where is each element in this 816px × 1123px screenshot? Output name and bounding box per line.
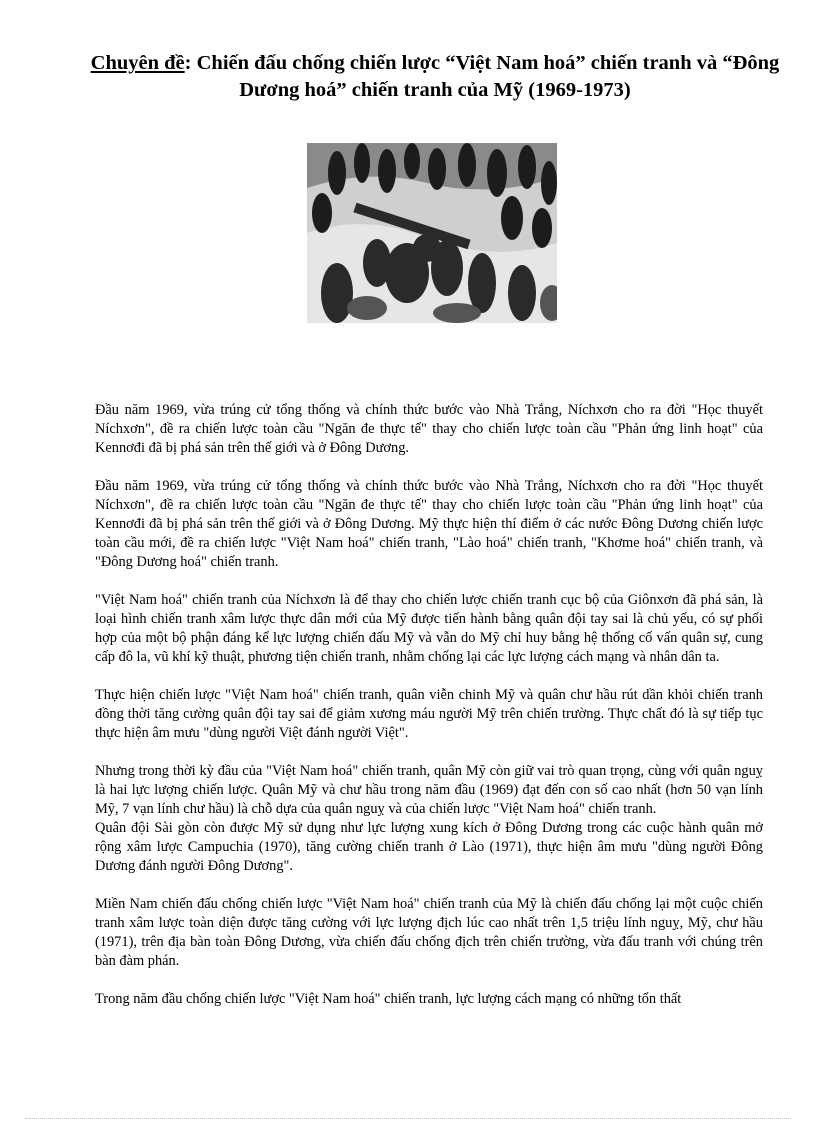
historical-photo xyxy=(307,143,557,323)
soldiers-photo-icon xyxy=(307,143,557,323)
paragraph: Miền Nam chiến đấu chống chiến lược "Việt Nam hoá" chiến tranh của Mỹ là chiến đấu chống lại một cuộc chiến tranh xâm lược toàn diện được tăng cường với lực lượng địch lúc cao nhất trên 1,5 triệu lính nguỵ, Mỹ, chư hầu (1971), trên địa bàn toàn Đông Dương, vừa chiến đấu chống địch trên chiến trường, vừa đấu tranh với chúng trên bàn đàm phán. xyxy=(95,896,763,969)
paragraph: Quân đội Sài gòn còn được Mỹ sử dụng như lực lượng xung kích ở Đông Dương trong các cuộc hành quân mở rộng xâm lược Campuchia (1970), tăng cường chiến tranh ở Lào (1971), thực hiện âm mưu "dùng người Đông Dương đánh người Đông Dương". xyxy=(95,820,763,874)
paragraph: "Việt Nam hoá" chiến tranh của Níchxơn là để thay cho chiến lược chiến tranh cục bộ của Giônxơn đã phá sản, là loại hình chiến tranh xâm lược thực dân mới của Mỹ được tiến hành bằng quân đội tay sai là chủ yếu, có sự phối hợp của một bộ phận đáng kể lực lượng chiến đấu Mỹ và vẫn do Mỹ chỉ huy bằng hệ thống cố vấn quân sự, cung cấp đô la, vũ khí kỹ thuật, phương tiện chiến tranh, nhằm chống lại các lực lượng cách mạng và nhân dân ta. xyxy=(95,592,763,665)
paragraph: Trong năm đầu chống chiến lược "Việt Nam hoá" chiến tranh, lực lượng cách mạng có những tổn thất xyxy=(95,991,682,1007)
paragraph: Thực hiện chiến lược "Việt Nam hoá" chiến tranh, quân viễn chinh Mỹ và quân chư hầu rút dần khỏi chiến tranh đồng thời tăng cường quân đội tay sai để giảm xương máu người Mỹ trên chiến trường. Thực chất đó là sự tiếp tục thực hiện âm mưu "dùng người Việt đánh người Việt". xyxy=(95,687,763,741)
document-body xyxy=(95,401,763,1028)
paragraph: Nhưng trong thời kỳ đầu của "Việt Nam hoá" chiến tranh, quân Mỹ còn giữ vai trò quan trọng, cùng với quân nguỵ là hai lực lượng chiến lược. Quân Mỹ và chư hầu trong năm đầu (1969) đạt đến con số cao nhất (hơn 50 vạn lính Mỹ, 7 vạn lính chư hầu) là chỗ dựa của quân nguỵ và của chiến lược "Việt Nam hoá" chiến tranh. xyxy=(95,763,763,817)
document-title xyxy=(60,50,810,104)
paragraph: Đầu năm 1969, vừa trúng cử tổng thống và chính thức bước vào Nhà Trắng, Níchxơn cho ra đời "Học thuyết Níchxơn", đề ra chiến lược toàn cầu "Ngăn đe thực tế" thay cho chiến lược toàn cầu "Phản ứng linh hoạt" của Kennơđi đã bị phá sản trên thế giới và ở Đông Dương. Mỹ thực hiện thí điểm ở các nước Đông Dương chiến lược toàn cầu mới, đề ra chiến lược "Việt Nam hoá" chiến tranh, "Lào hoá" chiến tranh, "Khơme hoá" chiến tranh, và "Đông Dương hoá" chiến tranh. xyxy=(95,478,763,570)
title-text: : Chiến đấu chống chiến lược “Việt Nam hoá” chiến tranh và “Đông Dương hoá” chiến tranh của Mỹ (1969-1973) xyxy=(184,52,780,101)
title-label: Chuyên đề xyxy=(90,52,185,74)
paragraph: Đầu năm 1969, vừa trúng cử tổng thống và chính thức bước vào Nhà Trắng, Níchxơn cho ra đời "Học thuyết Níchxơn", đề ra chiến lược toàn cầu "Ngăn đe thực tế" thay cho chiến lược toàn cầu "Phản ứng linh hoạt" của Kennơđi đã bị phá sản trên thế giới và ở Đông Dương. xyxy=(95,402,763,456)
page-bottom-divider xyxy=(25,1118,791,1119)
